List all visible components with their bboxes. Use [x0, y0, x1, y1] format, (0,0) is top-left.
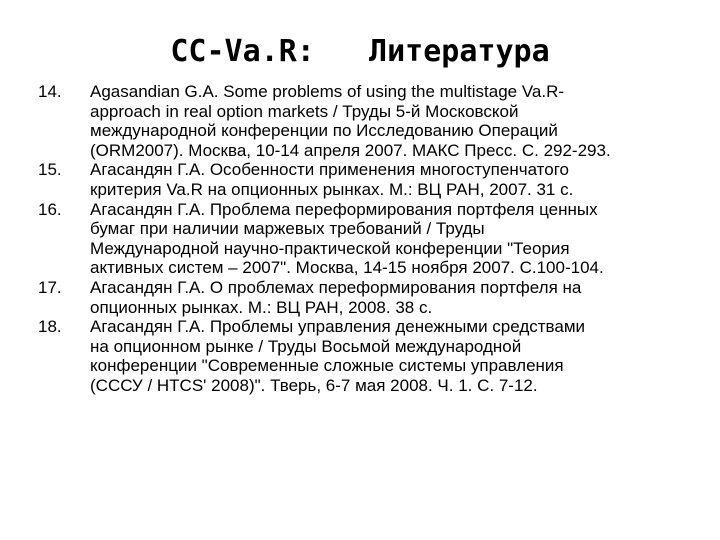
reference-text — [90, 317, 678, 395]
reference-item — [38, 317, 678, 395]
reference-line: Агасандян Г.А. Проблема переформирования портфеля ценных — [90, 199, 598, 219]
reference-line: (СССУ / HTCS' 2008)". Тверь, 6-7 мая 2008. Ч. 1. С. 7-12. — [90, 375, 538, 395]
reference-line: Agasandian G.A. Some problems of using the multistage Va.R- — [90, 82, 565, 101]
reference-number: 17. — [38, 277, 62, 297]
reference-item — [38, 278, 678, 317]
reference-text — [90, 200, 678, 278]
reference-text — [90, 278, 678, 317]
reference-number: 18. — [38, 317, 62, 337]
reference-line: Международной научно-практической конференции "Теория — [90, 238, 570, 258]
reference-number: 14. — [38, 82, 62, 101]
reference-number: 16. — [38, 199, 62, 219]
reference-line: на опционном рынке / Труды Восьмой международной — [90, 336, 522, 356]
reference-line: Агасандян Г.А. Проблемы управления денежными средствами — [90, 317, 586, 337]
slide-title: CC-Va.R: Литература — [170, 34, 550, 69]
reference-line: (ORM2007). Москва, 10-14 апреля 2007. МАКС Пресс. С. 292-293. — [90, 140, 611, 160]
reference-list — [38, 82, 678, 396]
reference-item — [38, 82, 678, 160]
reference-line: международной конференции по Исследованию Операций — [90, 121, 558, 141]
reference-line: конференции "Современные сложные системы управления — [90, 356, 564, 376]
reference-line: критерия Va.R на опционных рынках. М.: ВЦ РАН, 2007. 31 с. — [90, 179, 574, 199]
reference-line: бумаг при наличии маржевых требований / Труды — [90, 219, 485, 239]
reference-line: Агасандян Г.А. Особенности применения многоступенчатого — [90, 160, 570, 180]
reference-text — [90, 160, 678, 199]
reference-line: активных систем – 2007". Москва, 14-15 ноября 2007. С.100-104. — [90, 258, 604, 278]
reference-line: approach in real option markets / Труды 5-й Московской — [90, 101, 519, 121]
reference-text — [90, 82, 678, 160]
reference-number: 15. — [38, 160, 62, 180]
reference-item — [38, 160, 678, 199]
reference-item — [38, 200, 678, 278]
reference-line: Агасандян Г.А. О проблемах переформирования портфеля на — [90, 277, 582, 297]
reference-line: опционных рынках. М.: ВЦ РАН, 2008. 38 с. — [90, 297, 433, 317]
